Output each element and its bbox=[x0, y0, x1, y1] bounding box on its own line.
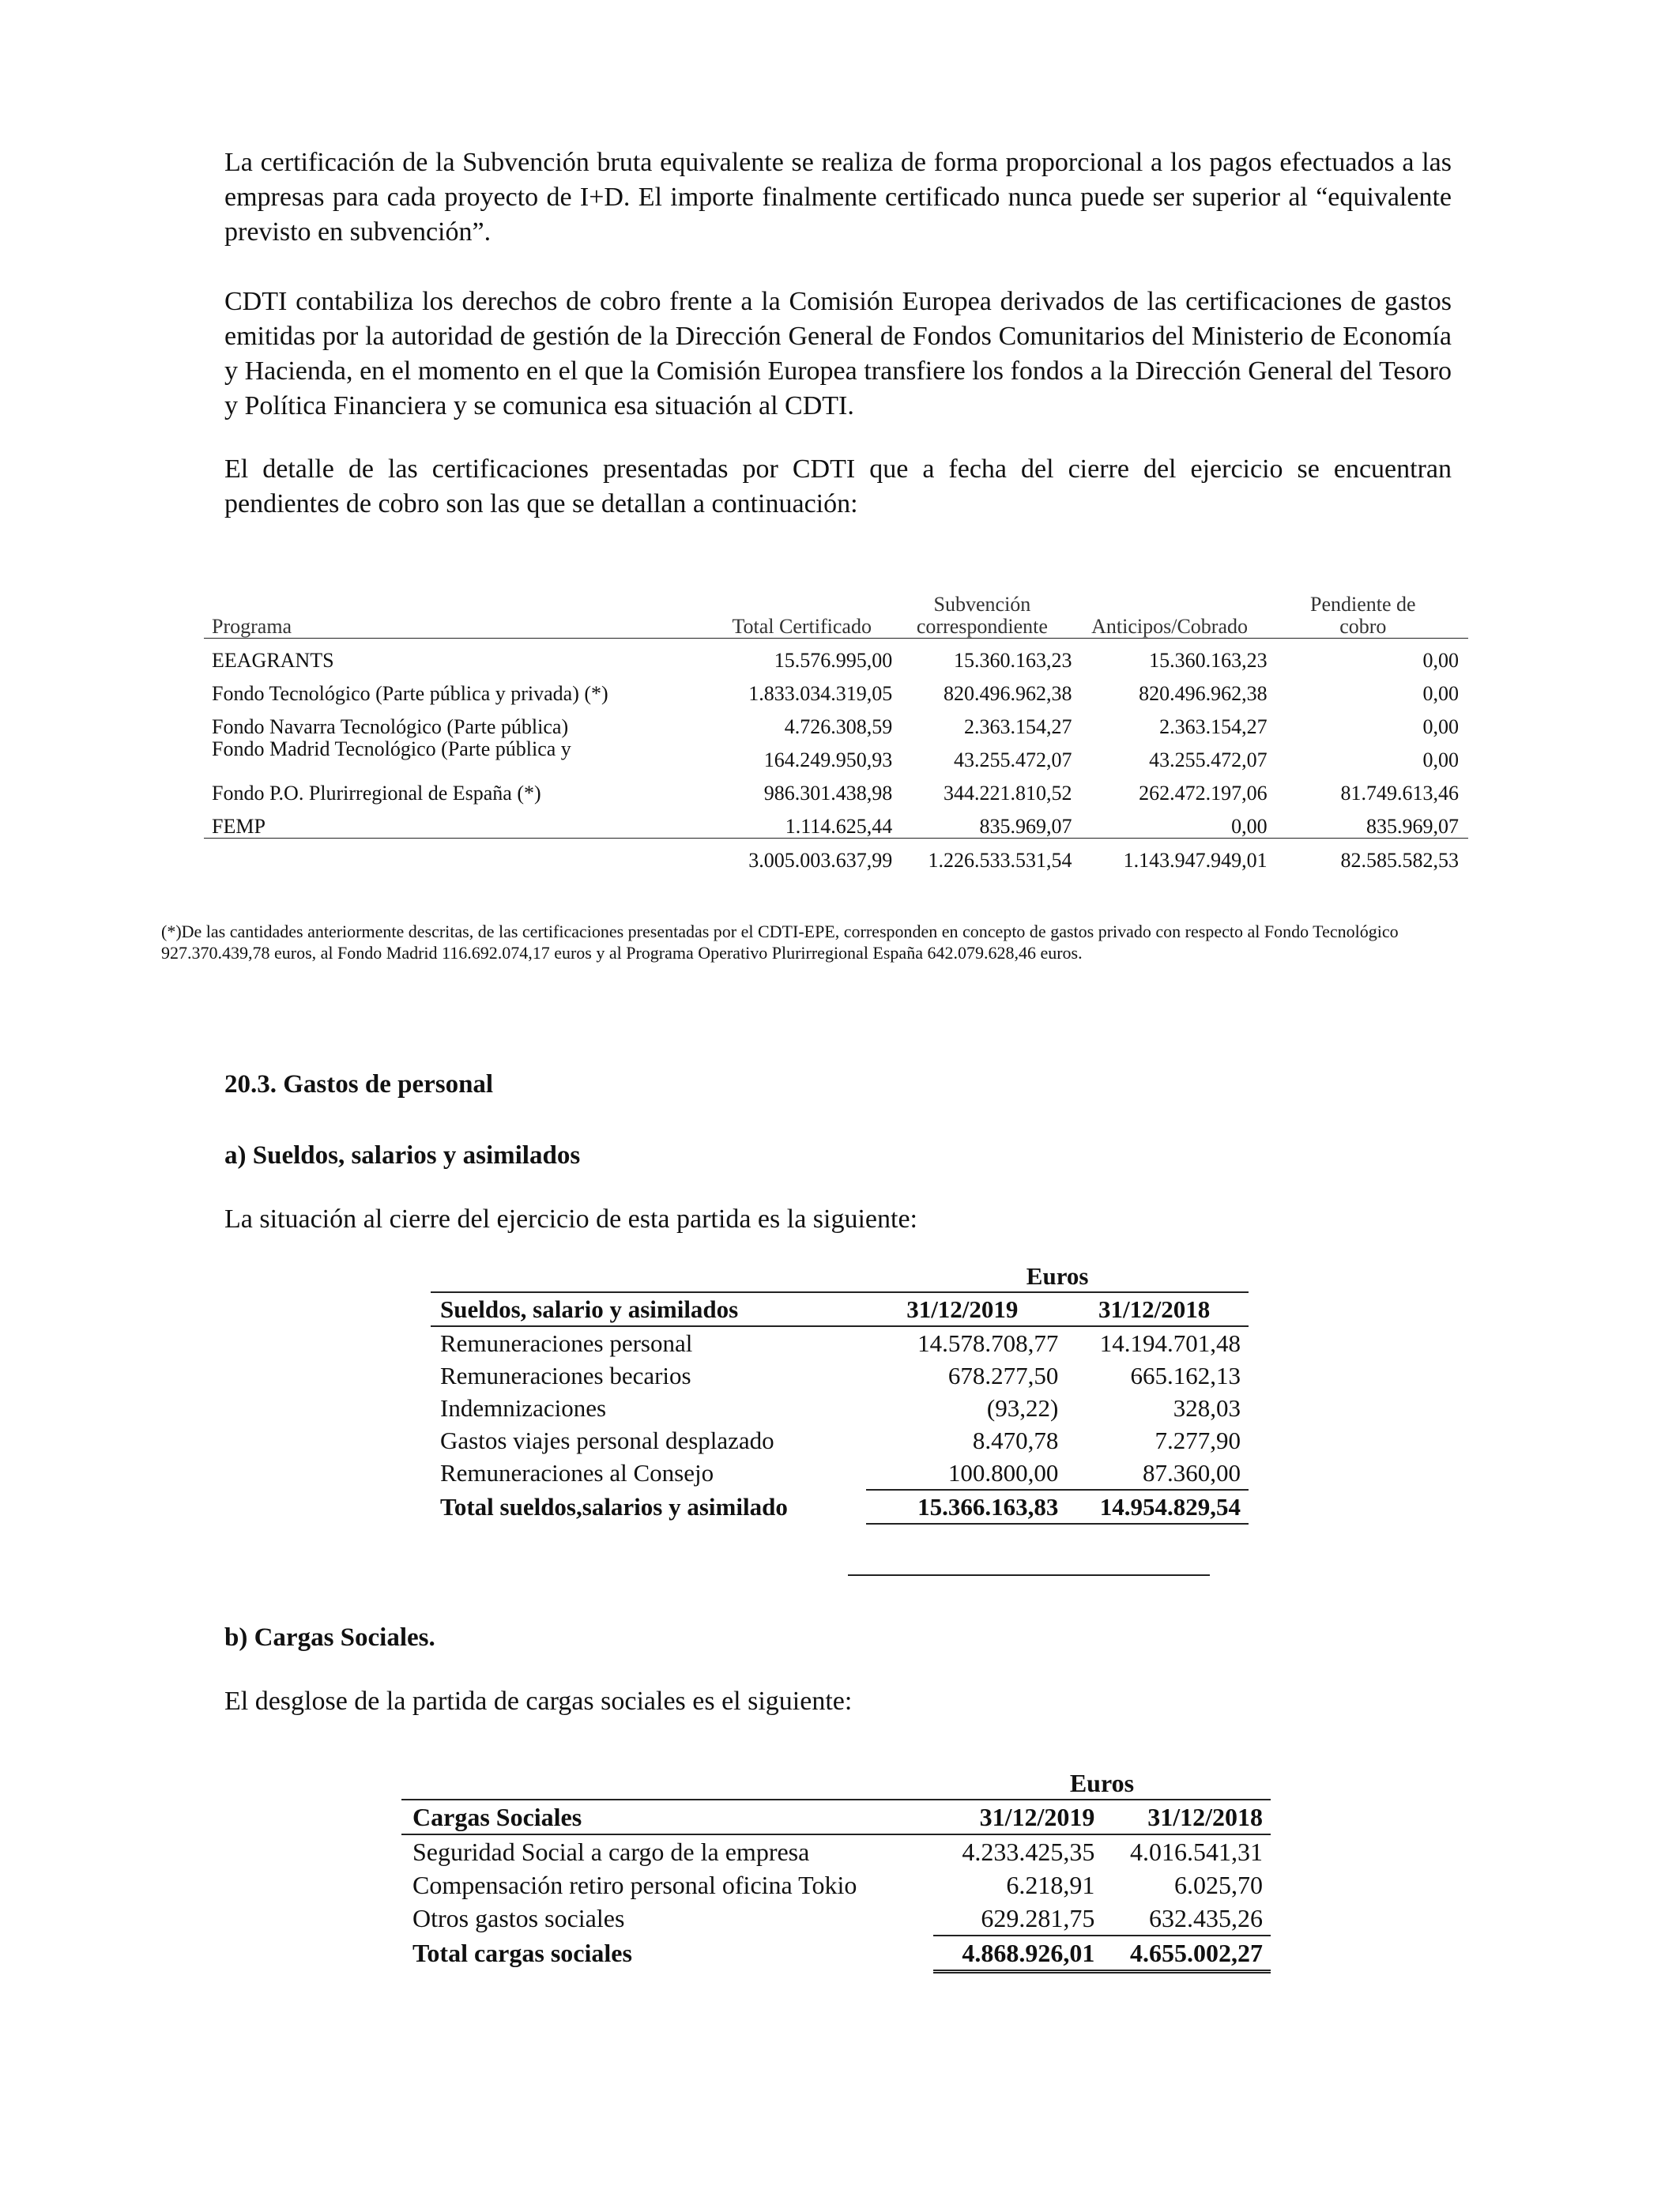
total-certificado: 3.005.003.637,99 bbox=[748, 848, 893, 872]
table-row bbox=[204, 738, 1468, 771]
cell-total: 15.576.995,00 bbox=[774, 648, 893, 672]
table-row bbox=[204, 638, 1468, 672]
table-header-row bbox=[401, 1800, 1271, 1834]
table-row: Compensación retiro personal oficina Tokio 6.218,91 6.025,70 bbox=[412, 1870, 1263, 1899]
totals-row bbox=[204, 838, 1468, 872]
section-title: 20.3. Gastos de personal bbox=[224, 1070, 494, 1099]
header-pendiente: Pendiente de cobro bbox=[1268, 581, 1468, 638]
divider-line bbox=[848, 1574, 1210, 1576]
cell-pendiente: 0,00 bbox=[1422, 681, 1459, 705]
cell-pendiente: 0,00 bbox=[1422, 648, 1459, 672]
table-row: Gastos viajes personal desplazado 8.470,78 7.277,90 bbox=[440, 1426, 1241, 1454]
header-concepto: Sueldos, salario y asimilados bbox=[431, 1292, 866, 1326]
totals-row: Total cargas sociales 4.868.926,01 4.655.002,27 bbox=[401, 1936, 1271, 1972]
cell-anticipos: 0,00 bbox=[1072, 805, 1268, 839]
table-row: Remuneraciones becarios 678.277,50 665.162,13 bbox=[440, 1361, 1241, 1389]
table-header-row bbox=[431, 1292, 1249, 1326]
total-pendiente: 82.585.582,53 bbox=[1340, 848, 1459, 872]
intro-b: El desglose de la partida de cargas sociales es el siguiente: bbox=[224, 1687, 853, 1716]
cell-total: 164.249.950,93 bbox=[763, 748, 893, 771]
table-row bbox=[204, 705, 1468, 738]
row-label: Fondo Madrid Tecnológico (Parte pública y bbox=[212, 737, 571, 760]
table-row bbox=[204, 771, 1468, 805]
paragraph-certificacion: La certificación de la Subvención bruta equivalente se realiza de forma proporcional a los pagos efectuados a las empresas para cada proyecto de I+D. El importe finalmente certificado nunca puede ser superior al “equivalente previsto en subvención”. bbox=[224, 148, 1452, 247]
cell-subvencion: 15.360.163,23 bbox=[954, 648, 1072, 672]
header-2018: 31/12/2018 bbox=[1068, 1292, 1249, 1326]
certificaciones-table bbox=[204, 581, 1468, 872]
cell-subvencion: 835.969,07 bbox=[892, 805, 1072, 839]
cell-pendiente: 81.749.613,46 bbox=[1340, 781, 1459, 805]
header-concepto: Cargas Sociales bbox=[401, 1800, 933, 1834]
cell-subvencion: 2.363.154,27 bbox=[964, 714, 1072, 738]
row-label: Fondo Navarra Tecnológico (Parte pública) bbox=[212, 714, 569, 738]
cell-anticipos: 820.496.962,38 bbox=[1139, 681, 1268, 705]
cell-pendiente: 835.969,07 bbox=[1268, 805, 1468, 839]
row-label: Fondo Tecnológico (Parte pública y privada) (*) bbox=[212, 681, 608, 705]
cell-pendiente: 0,00 bbox=[1422, 714, 1459, 738]
cell-total: 1.833.034.319,05 bbox=[748, 681, 893, 705]
cell-subvencion: 820.496.962,38 bbox=[944, 681, 1072, 705]
cell-subvencion: 344.221.810,52 bbox=[944, 781, 1072, 805]
subsection-b-title: b) Cargas Sociales. bbox=[224, 1623, 435, 1652]
header-2019: 31/12/2019 bbox=[866, 1292, 1068, 1326]
table-header-row bbox=[204, 581, 1468, 638]
sueldos-table bbox=[431, 1261, 1249, 1525]
cell-anticipos: 15.360.163,23 bbox=[1149, 648, 1268, 672]
paragraph-detalle: El detalle de las certificaciones presentadas por CDTI que a fecha del cierre del ejercicio se encuentran pendientes de cobro son las que se detallan a continuación: bbox=[224, 454, 1452, 518]
table-row: Seguridad Social a cargo de la empresa 4.233.425,35 4.016.541,31 bbox=[412, 1837, 1263, 1866]
cell-subvencion: 43.255.472,07 bbox=[954, 748, 1072, 771]
cell-anticipos: 43.255.472,07 bbox=[1149, 748, 1268, 771]
total-anticipos: 1.143.947.949,01 bbox=[1123, 848, 1268, 872]
cell-total: 986.301.438,98 bbox=[763, 781, 893, 805]
cell-anticipos: 262.472.197,06 bbox=[1139, 781, 1268, 805]
cell-anticipos: 2.363.154,27 bbox=[1159, 714, 1268, 738]
footnote: (*)De las cantidades anteriormente descritas, de las certificaciones presentadas por el CDTI-EPE, corresponden en concepto de gastos privado con respecto al Fondo Tecnológico 927.370.439,78 euros, al Fondo Madrid 116.692.074,17 euros y al Programa Operativo Plurirregional España 642.079.628,46 euros. bbox=[161, 922, 1399, 963]
euros-label: Euros bbox=[1069, 1768, 1135, 1797]
subsection-a-title: a) Sueldos, salarios y asimilados bbox=[224, 1141, 581, 1170]
row-label: EEAGRANTS bbox=[212, 648, 334, 672]
cell-pendiente: 0,00 bbox=[1422, 748, 1459, 771]
table-row: Otros gastos sociales 629.281,75 632.435,26 bbox=[412, 1903, 1263, 1932]
row-label: FEMP bbox=[204, 805, 711, 839]
cell-total: 1.114.625,44 bbox=[711, 805, 892, 839]
intro-a: La situación al cierre del ejercicio de esta partida es la siguiente: bbox=[224, 1204, 917, 1234]
euros-label: Euros bbox=[1026, 1262, 1089, 1290]
row-label: Fondo P.O. Plurirregional de España (*) bbox=[212, 781, 541, 805]
header-programa: Programa bbox=[204, 581, 711, 638]
header-total-certificado: Total Certificado bbox=[711, 581, 892, 638]
paragraph-cdti-contabiliza: CDTI contabiliza los derechos de cobro frente a la Comisión Europea derivados de las certificaciones de gastos emitidas por la autoridad de gestión de la Dirección General de Fondos Comunitarios del Ministerio de Economía y Hacienda, en el momento en el que la Comisión Europea transfiere los fondos a la Dirección General del Tesoro y Política Financiera y se comunica esa situación al CDTI. bbox=[224, 287, 1452, 420]
table-row bbox=[204, 672, 1468, 705]
table-row: Indemnizaciones (93,22) 328,03 bbox=[440, 1393, 1241, 1422]
header-anticipos: Anticipos/Cobrado bbox=[1072, 581, 1268, 638]
table-row: Remuneraciones personal 14.578.708,77 14.194.701,48 bbox=[440, 1329, 1241, 1357]
cargas-sociales-table bbox=[401, 1767, 1271, 1973]
header-2018: 31/12/2018 bbox=[1101, 1800, 1271, 1834]
table-row: Remuneraciones al Consejo 100.800,00 87.360,00 bbox=[440, 1458, 1241, 1487]
total-subvencion: 1.226.533.531,54 bbox=[928, 848, 1072, 872]
totals-row: Total sueldos,salarios y asimilado 15.366.163,83 14.954.829,54 bbox=[431, 1490, 1249, 1524]
cell-total: 4.726.308,59 bbox=[784, 714, 893, 738]
header-2019: 31/12/2019 bbox=[933, 1800, 1102, 1834]
table-row bbox=[204, 805, 1468, 839]
header-subvencion: Subvención correspondiente bbox=[892, 581, 1072, 638]
